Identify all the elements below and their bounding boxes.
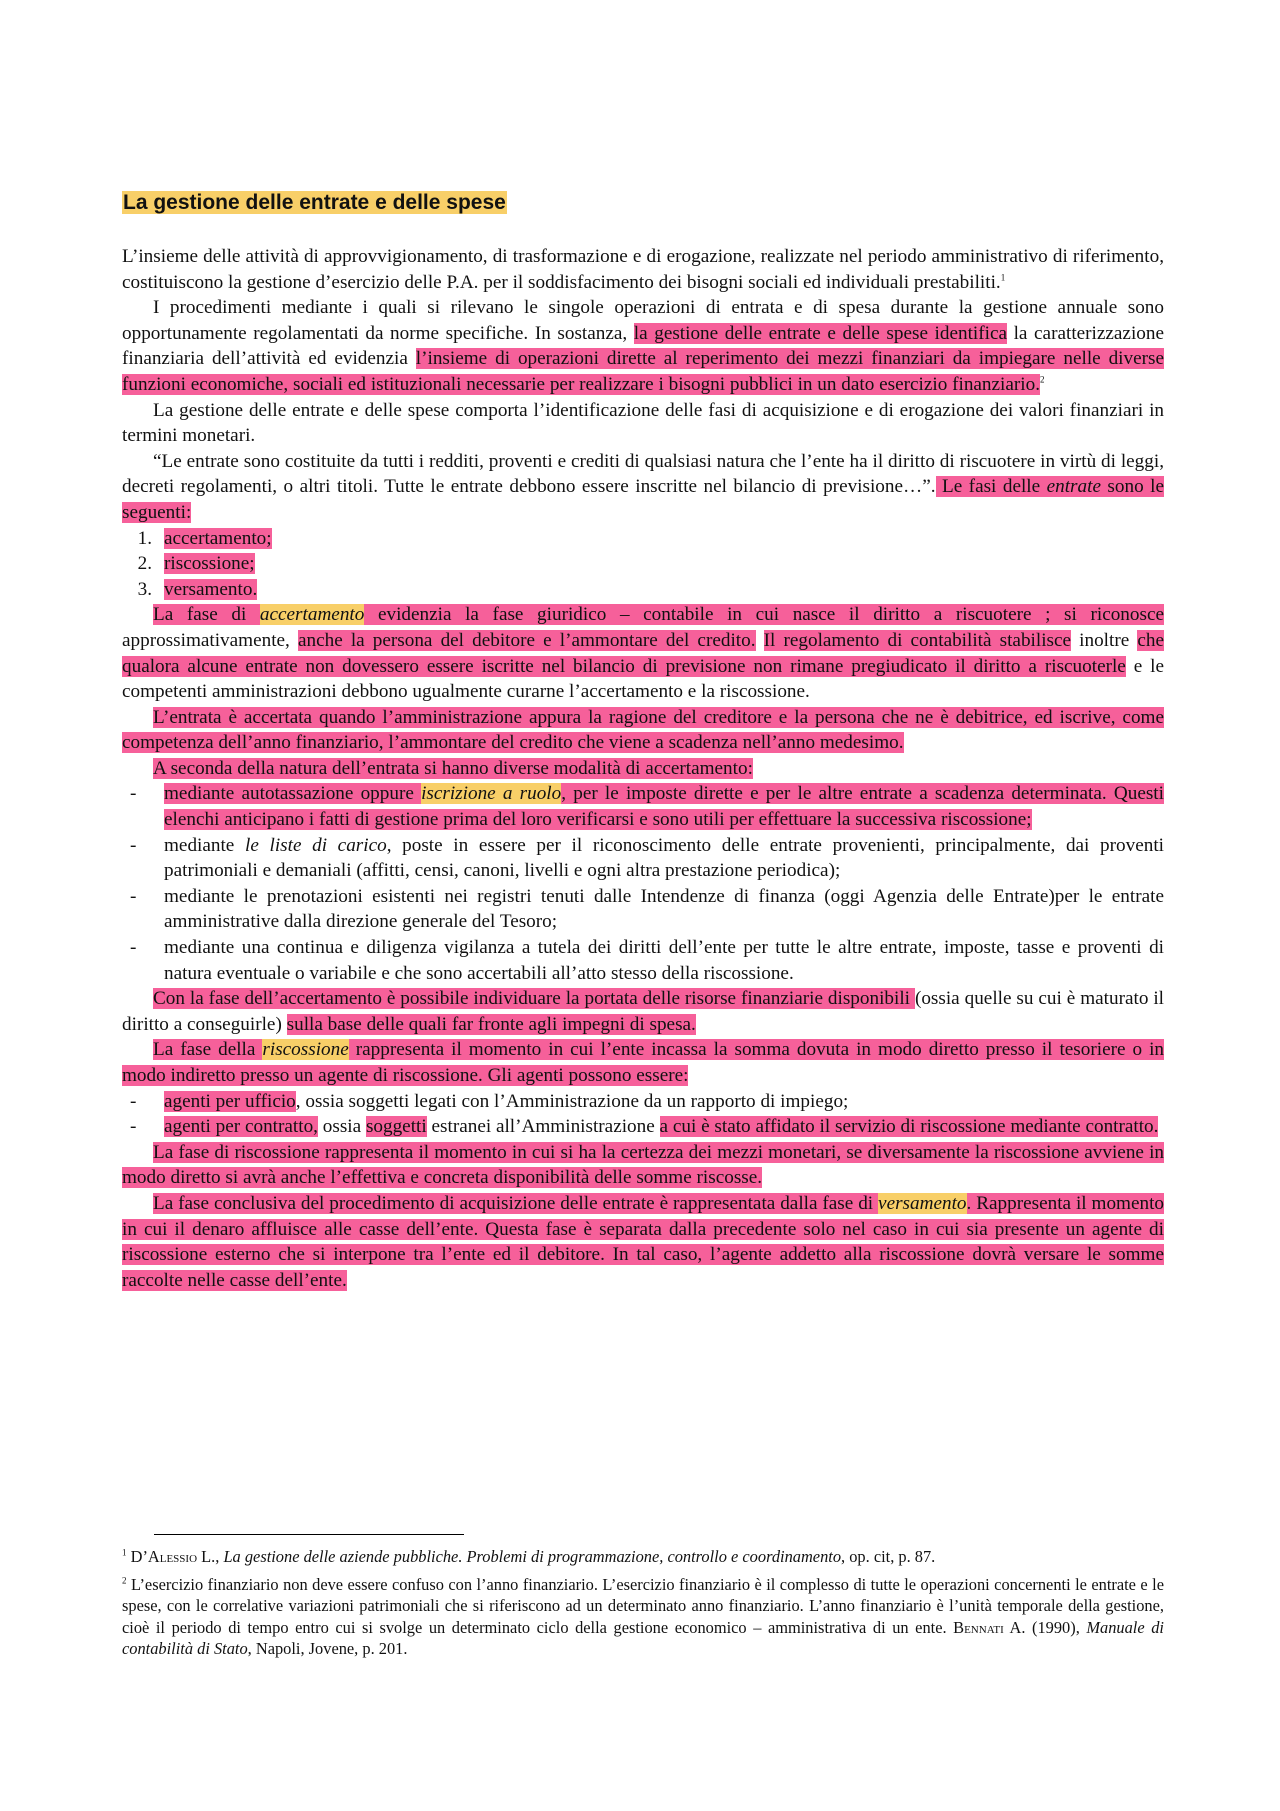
highlight: L’entrata è accertata quando l’amministrazione appura la ragione del creditore e la persona che ne è debitrice, ed iscrive, come competenza dell’anno finanziario, l’ammontare del credito che viene a scadenza nell’anno medesimo. [122,706,1164,754]
list-number: 1. [137,527,152,549]
text: ossia [317,1116,366,1138]
text: , op. cit, p. 87. [841,1547,936,1566]
list-item [122,526,1164,552]
paragraph-procedures [122,295,1164,397]
footnote-number: 2 [122,1575,127,1586]
highlight: a cui è stato affidato il servizio di riscossione mediante contratto. [659,1116,1159,1138]
list-item [122,1089,1164,1115]
text: approssimativamente, [122,629,298,651]
text: la caratterizzazione finanziaria dell’attività ed evidenzia [122,322,1164,370]
text: L’esercizio finanziario non deve essere confuso con l’anno finanziario. L’esercizio finanziario è il complesso di tutte le operazioni concernenti le entrate e le spese, con le correlative variazioni patrimoniali che si riferiscono ad un determinato anno finanziario. L’anno finanziario è l’unità temporale della gestione, cioè il periodo di tempo entro cui si svolge un determinato ciclo della gestione economico – amministrativa di un ente. [122,1574,1164,1637]
paragraph-intro [122,244,1164,295]
highlight: La fase conclusiva del procedimento di acquisizione delle entrate è rappresentata dalla fase di [153,1192,879,1214]
highlight: Con la fase dell’accertamento è possibile individuare la portata delle risorse finanziarie disponibili [153,988,915,1010]
list-item-text: riscossione; [164,553,255,575]
text: (ossia quelle su cui è maturato il diritto a conseguirle) [122,988,1164,1035]
list-item: - mediante una continua e diligenza vigilanza a tutela dei diritti dell’ente per tutte le altre entrate, imposte, tasse e proventi di natura eventuale o variabile e che sono accertabili all’atto stesso della riscossione. [122,935,1164,986]
text: Le fasi delle [935,476,1047,498]
highlight: l’insieme di operazioni dirette al reperimento dei mezzi finanziari da impiegare nelle diverse funzioni economiche, sociali ed istituzionali necessarie per realizzare i bisogni pubblici in un dato esercizio finanziario. [122,348,1164,395]
highlight: La fase di [153,604,260,626]
list-number: 2. [137,553,152,575]
paragraph-versamento [122,1191,1164,1293]
highlight: che qualora alcune entrate non dovessero essere iscritte nel bilancio di previsione non rimane pregiudicato il diritto a riscuoterle [122,629,1165,677]
paragraph-accertamento [122,602,1164,704]
document-body [122,190,1164,1293]
highlight: soggetti [365,1116,427,1138]
highlight: , per le imposte dirette e per le altre entrate a scadenza determinata. Questi elenchi anticipano i fatti di gestione prima del loro verificarsi e sono utili per effettuare la successiva riscossione; [164,783,1164,831]
list-item [122,781,1164,832]
highlight: anche la persona del debitore e l’ammontare del credito. [297,629,756,651]
highlight: A seconda della natura dell’entrata si hanno diverse modalità di accertamento: [153,757,753,779]
list-item [122,577,1164,603]
footnote-number: 1 [122,1547,127,1558]
footnote-ref-1[interactable]: 1 [1000,272,1006,283]
paragraph-entrate-definition [122,449,1164,526]
quote-text: “Le entrate sono costituite da tutti i redditi, proventi e crediti di qualsiasi natura che l’ente ha il diritto di riscuotere in virtù di leggi, decreti regolamenti, o altri titoli. Tutte le entrate debbono essere inscritte nel bilancio di previsione…”. [122,450,1164,498]
list-item [122,1114,1164,1140]
text: estranei all’Amministrazione [426,1116,660,1138]
paragraph-certezza-mezzi [122,1140,1164,1191]
term-highlight: accertamento [259,604,365,626]
paragraph-phases-intro: La gestione delle entrate e delle spese comporta l’identificazione delle fasi di acquisizione e di erogazione dei valori finanziari in termini monetari. [122,399,1164,447]
italic-text: entrate [1046,476,1101,498]
highlight: La fase di riscossione rappresenta il momento in cui si ha la certezza dei mezzi monetari, se diversamente la riscossione avviene in modo diretto si avrà anche l’effettiva e concreta disponibilità delle somme riscosse. [122,1141,1164,1189]
list-number: 3. [137,578,152,600]
footnote-2 [122,1574,1164,1660]
list-item-text: versamento. [164,578,258,600]
text: D’ [130,1547,148,1566]
footnote-ref-2[interactable]: 2 [1040,374,1045,385]
page-title [122,190,1164,216]
paragraph-riscossione [122,1037,1164,1088]
author-name: Alessio [147,1547,198,1566]
book-title: Manuale di contabilità di Stato [122,1617,1164,1658]
text: , poste in essere per il riconoscimento delle entrate provenienti, principalmente, dai proventi patrimoniali e demaniali (affitti, censi, canoni, livelli e ogni altra prestazione periodica); [164,834,1164,882]
paragraph-portata-risorse [122,986,1164,1037]
highlight: . Rappresenta il momento in cui il denaro affluisce alle casse dell’ente. Questa fase è separata dalla precedente solo nel caso in cui sia presente un agente di riscossione esterno che si interpone tra l’ente ed il debitore. In tal caso, l’agente addetto alla riscossione dovrà versare le somme raccolte nelle casse dell’ente. [122,1192,1164,1291]
term-highlight: versamento [878,1192,967,1214]
text [756,630,764,651]
italic-text: le liste di carico [244,834,387,856]
text: inoltre [1071,629,1138,651]
agents-list [122,1089,1164,1140]
highlight: La fase della [153,1039,263,1061]
phases-list [122,526,1164,603]
paragraph-entrata-accertata [122,705,1164,756]
text: , Napoli, Jovene, p. 201. [247,1639,408,1658]
text: sono le seguenti: [122,476,1164,523]
highlight: agenti per contratto, [164,1116,318,1138]
term-highlight: riscossione [262,1039,349,1061]
text: I procedimenti mediante i quali si rilevano le singole operazioni di entrata e di spesa durante la gestione annuale sono opportunamente regolamentati da norme specifiche. In sostanza, [122,297,1164,344]
footnote-1 [122,1546,1164,1568]
text: , ossia soggetti legati con l’Amministrazione da un rapporto di impiego; [295,1090,849,1112]
text: A. (1990), [1003,1617,1087,1637]
paragraph-modalita [122,756,1164,782]
highlight: evidenzia la fase giuridico – contabile in cui nasce il diritto a riscuotere ; si riconosce [364,604,1164,626]
list-item [122,833,1164,884]
modes-list [122,781,1164,986]
text: e le competenti amministrazioni debbono ugualmente curarne l’accertamento e la riscossione. [122,655,1164,703]
highlight: mediante autotassazione oppure [164,783,422,805]
list-item [122,551,1164,577]
highlight: rappresenta il momento in cui l’ente incassa la somma dovuta in modo diretto presso il tesoriere o in modo indiretto presso un agente di riscossione. Gli agenti possono essere: [122,1039,1164,1086]
author-name: Bennati [953,1617,1004,1637]
highlight: Il regolamento di contabilità stabilisce [763,629,1072,651]
highlight: agenti per ufficio [164,1090,296,1112]
title-highlight: La gestione delle entrate e delle spese [123,191,506,214]
list-item: - mediante le prenotazioni esistenti nei registri tenuti dalle Intendenze di finanza (oggi Agenzia delle Entrate)per le entrate amministrative dalla direzione generale del Tesoro; [122,884,1164,935]
term-highlight: iscrizione a ruolo [421,783,562,805]
footnote-separator [154,1534,464,1535]
footnotes [122,1546,1164,1666]
intro-text: L’insieme delle attività di approvvigionamento, di trasformazione e di erogazione, realizzate nel periodo amministrativo di riferimento, costituiscono la gestione d’esercizio delle P.A. per il soddisfacimento dei bisogni sociali ed individuali prestabiliti. [122,246,1164,293]
book-title: La gestione delle aziende pubbliche. Problemi di programmazione, controllo e coordinamento [223,1547,842,1566]
highlight: sulla base delle quali far fronte agli impegni di spesa. [286,1013,696,1035]
text: mediante [164,834,245,856]
highlight: la gestione delle entrate e delle spese identifica [633,322,1008,344]
list-item-text: accertamento; [164,527,272,549]
text: L., [197,1547,224,1566]
